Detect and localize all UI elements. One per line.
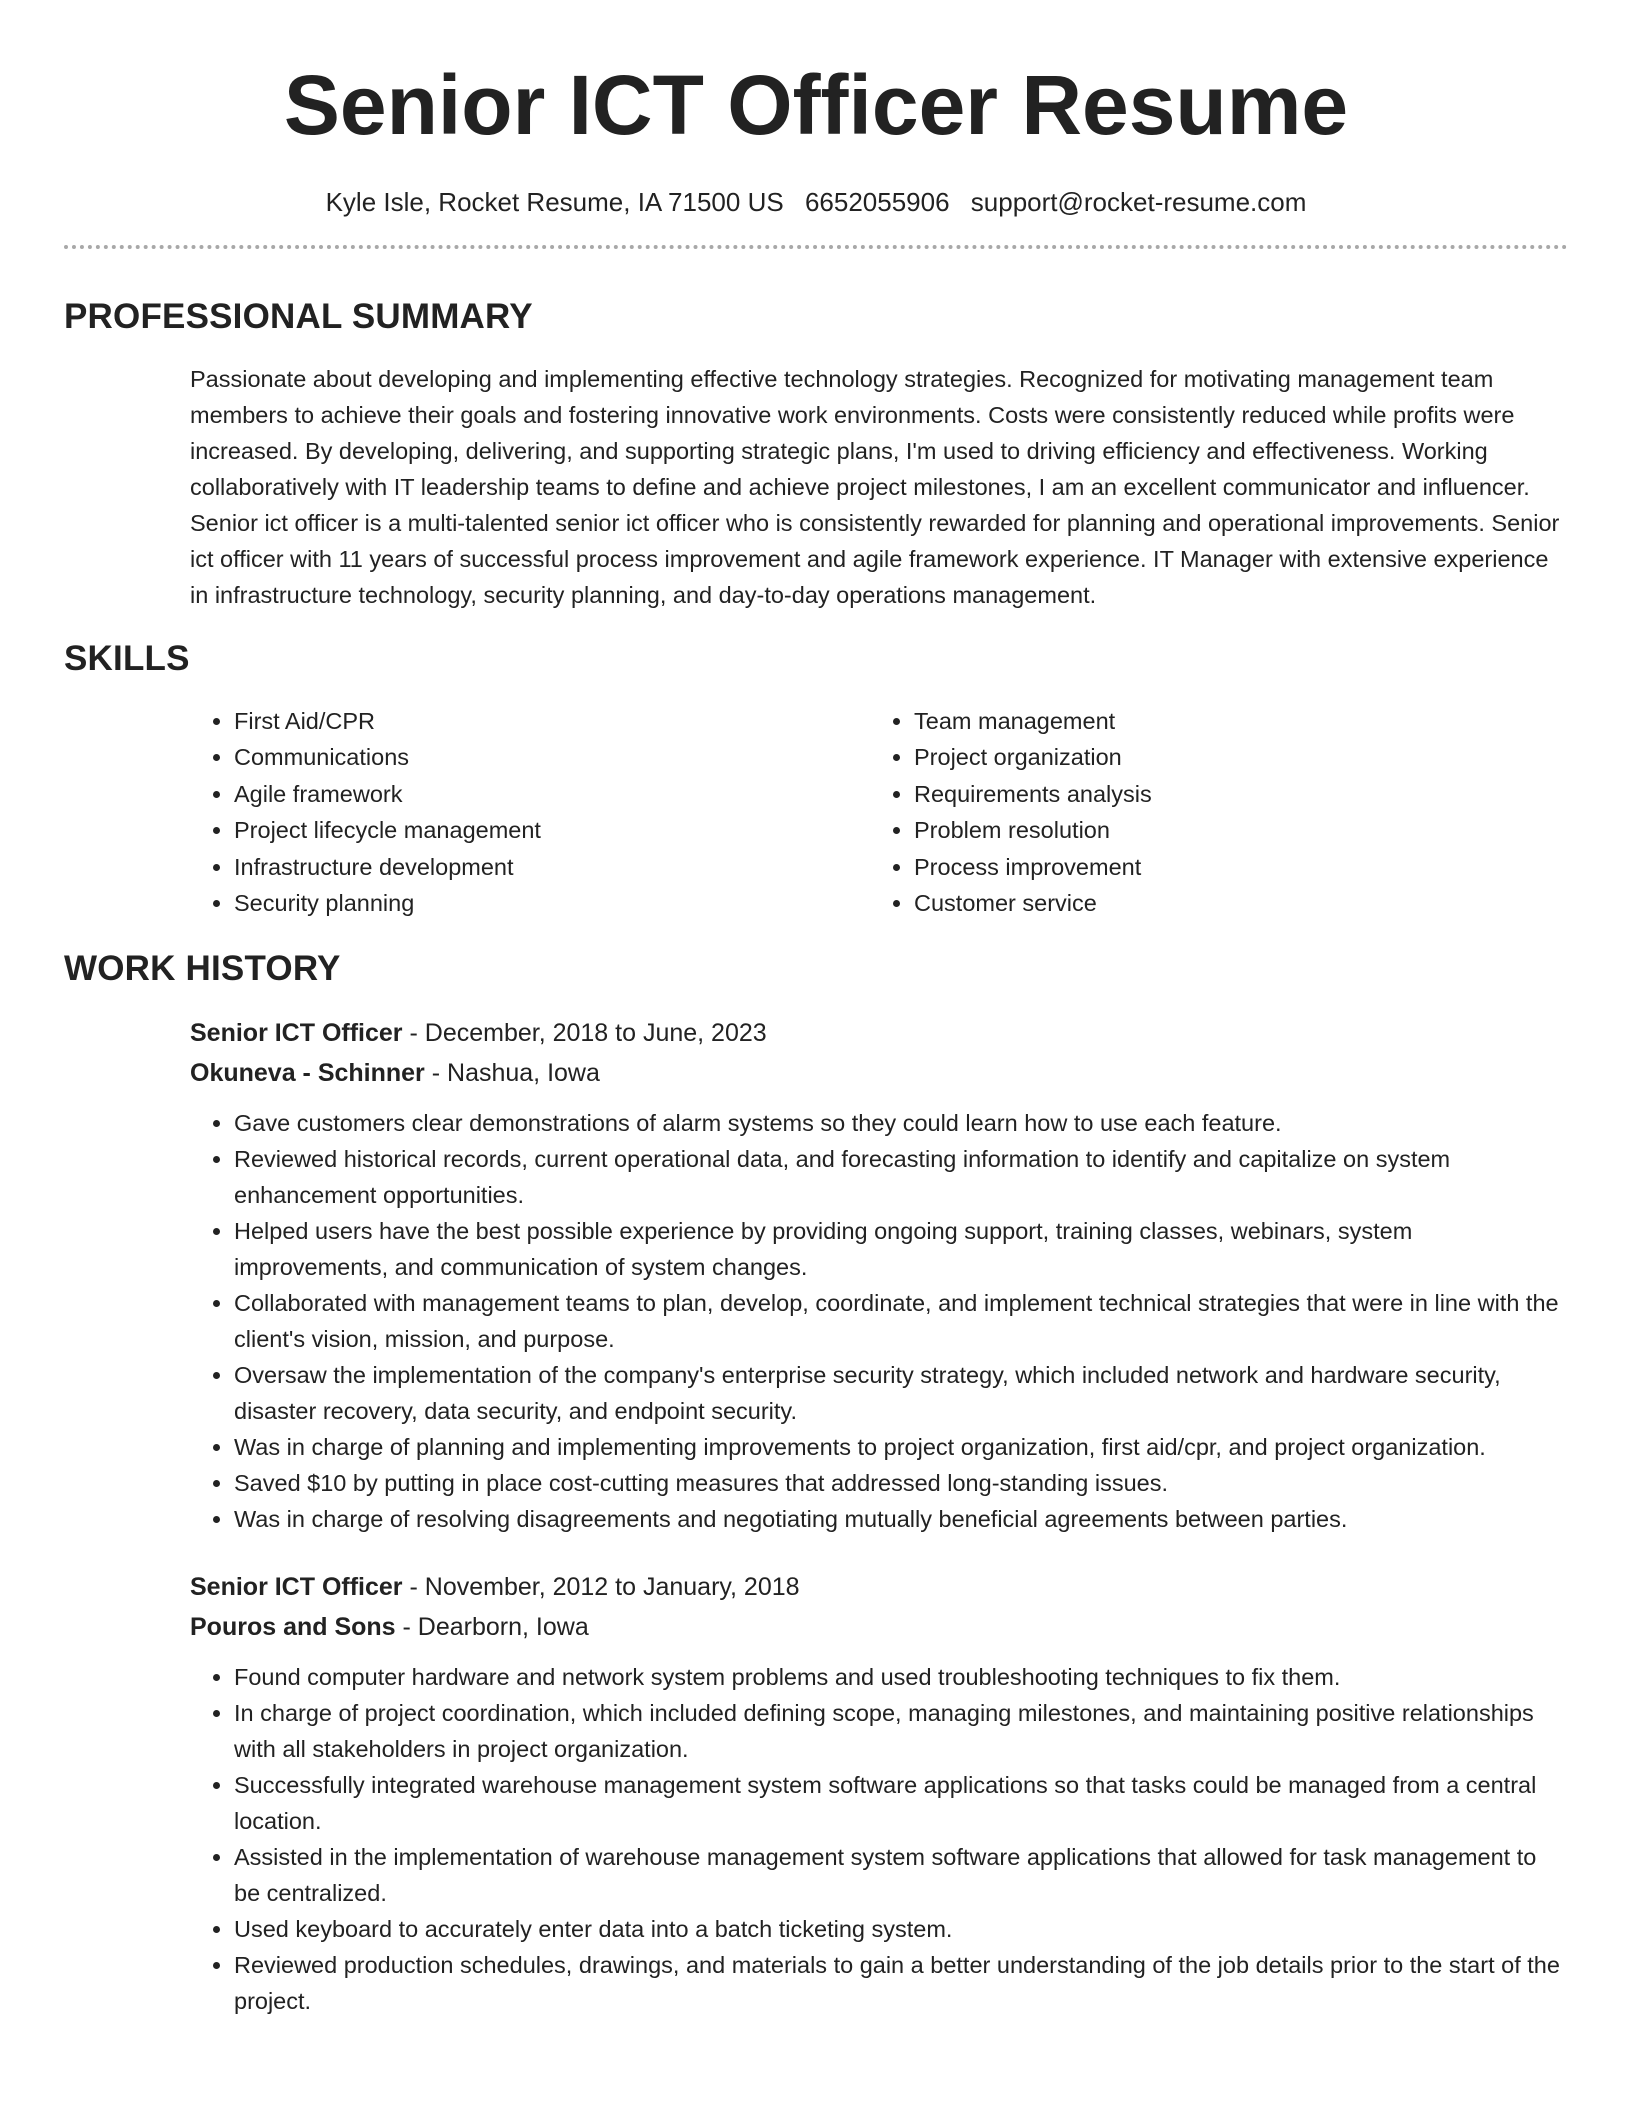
skills-list xyxy=(190,703,1568,921)
job-title-line xyxy=(190,1567,1568,1607)
skill-item: • Project lifecycle management xyxy=(234,812,870,848)
job-title: Senior ICT Officer xyxy=(190,1573,403,1602)
job-company: Pouros and Sons xyxy=(190,1613,396,1642)
resume-title: Senior ICT Officer Resume xyxy=(283,58,1349,152)
job-location: - Nashua, Iowa xyxy=(424,1059,600,1088)
skill-item: • Agile framework xyxy=(234,776,870,812)
skill-item: • Team management xyxy=(914,703,1550,739)
skills-heading: SKILLS xyxy=(64,639,190,678)
job-bullet: • Successfully integrated warehouse management system software applications so that tasks could be managed from a central location. xyxy=(234,1767,1568,1839)
skill-item: • Infrastructure development xyxy=(234,849,870,885)
skill-item: • Requirements analysis xyxy=(914,776,1550,812)
job-bullet: • Saved $10 by putting in place cost-cutting measures that addressed long-standing issues. xyxy=(234,1465,1568,1501)
summary-heading: PROFESSIONAL SUMMARY xyxy=(64,297,533,336)
skill-item: • Project organization xyxy=(914,739,1550,775)
skill-item: • Communications xyxy=(234,739,870,775)
job-bullets xyxy=(190,1659,1568,2019)
skill-item: • Customer service xyxy=(914,885,1550,921)
contact-line xyxy=(64,185,1568,219)
contact-phone: 6652055906 xyxy=(804,187,950,217)
skills-column-left xyxy=(190,703,870,921)
job-bullet: • In charge of project coordination, which included defining scope, managing milestones, and maintaining positive relationships with all stakeholders in project organization. xyxy=(234,1695,1568,1767)
job-bullet: • Found computer hardware and network system problems and used troubleshooting techniques to fix them. xyxy=(234,1659,1568,1695)
skill-item: • Security planning xyxy=(234,885,870,921)
job-entry xyxy=(190,1567,1568,2019)
work-history-heading: WORK HISTORY xyxy=(64,949,341,989)
contact-email: support@rocket-resume.com xyxy=(970,187,1307,217)
job-company-line xyxy=(190,1053,1568,1093)
job-bullets xyxy=(190,1105,1568,1537)
job-bullet: • Collaborated with management teams to plan, develop, coordinate, and implement technical strategies that were in line with the client's vision, mission, and purpose. xyxy=(234,1285,1568,1357)
job-company: Okuneva - Schinner xyxy=(190,1059,425,1088)
job-bullet: • Was in charge of resolving disagreements and negotiating mutually beneficial agreements between parties. xyxy=(234,1501,1568,1537)
job-bullet: • Helped users have the best possible experience by providing ongoing support, training classes, webinars, system improvements, and communication of system changes. xyxy=(234,1213,1568,1285)
contact-address: Kyle Isle, Rocket Resume, IA 71500 US xyxy=(325,187,784,217)
job-bullet: • Used keyboard to accurately enter data into a batch ticketing system. xyxy=(234,1911,1568,1947)
job-bullet: • Reviewed production schedules, drawings, and materials to gain a better understanding of the job details prior to the start of the project. xyxy=(234,1947,1568,2019)
job-dates: - December, 2018 to June, 2023 xyxy=(402,1019,767,1048)
skill-item: • Process improvement xyxy=(914,849,1550,885)
job-bullet: • Was in charge of planning and implementing improvements to project organization, first aid/cpr, and project organization. xyxy=(234,1429,1568,1465)
skill-item: • Problem resolution xyxy=(914,812,1550,848)
job-bullet: • Assisted in the implementation of warehouse management system software applications that allowed for task management to be centralized. xyxy=(234,1839,1568,1911)
job-title: Senior ICT Officer xyxy=(190,1019,403,1048)
job-entry xyxy=(190,1013,1568,1537)
summary-text: Passionate about developing and implementing effective technology strategies. Recognized for motivating management team members to achieve their goals and fostering innovative work environments. Costs were consistently reduced while profits were increased. By developing, delivering, and supporting strategic plans, I'm used to driving efficiency and effectiveness. Working collaboratively with IT leadership teams to define and achieve project milestones, I am an excellent communicator and influencer. Senior ict officer is a multi-talented senior ict officer who is consistently rewarded for planning and operational improvements. Senior ict officer with 11 years of successful process improvement and agile framework experience. IT Manager with extensive experience in infrastructure technology, security planning, and day-to-day operations management. xyxy=(190,366,1560,608)
job-location: - Dearborn, Iowa xyxy=(395,1613,589,1642)
skill-item: • First Aid/CPR xyxy=(234,703,870,739)
job-bullet: • Gave customers clear demonstrations of alarm systems so they could learn how to use each feature. xyxy=(234,1105,1568,1141)
skills-column-right xyxy=(870,703,1550,921)
job-company-line xyxy=(190,1607,1568,1647)
job-dates: - November, 2012 to January, 2018 xyxy=(402,1573,800,1602)
job-bullet: • Reviewed historical records, current operational data, and forecasting information to identify and capitalize on system enhancement opportunities. xyxy=(234,1141,1568,1213)
job-bullet: • Oversaw the implementation of the company's enterprise security strategy, which included network and hardware security, disaster recovery, data security, and endpoint security. xyxy=(234,1357,1568,1429)
header-divider xyxy=(64,245,1568,249)
job-title-line xyxy=(190,1013,1568,1053)
